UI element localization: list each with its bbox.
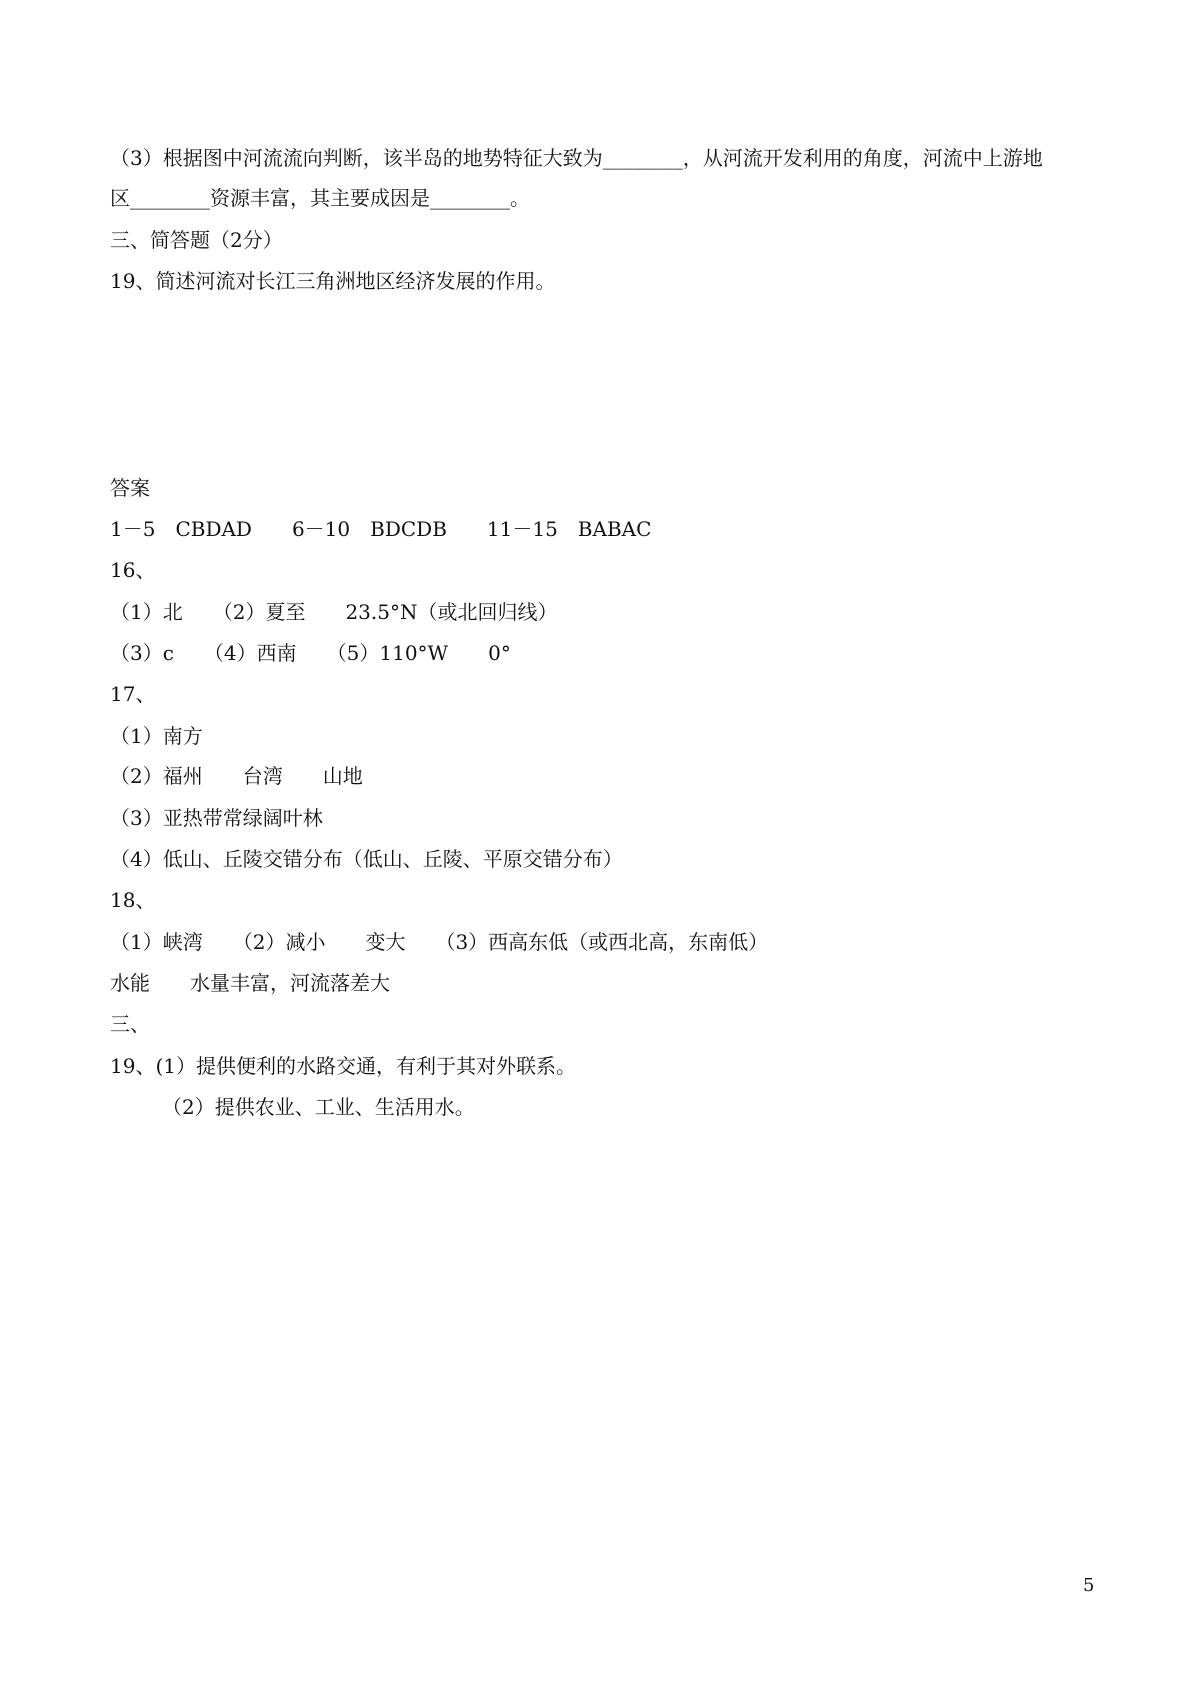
- answer-16-line-1: （1）北 （2）夏至 23.5°N（或北回归线）: [110, 600, 558, 624]
- answer-16-line-2: （3）c （4）西南 （5）110°W 0°: [110, 641, 511, 665]
- question-19: 19、简述河流对长江三角洲地区经济发展的作用。: [110, 269, 556, 293]
- question-3-line-1: （3）根据图中河流流向判断，该半岛的地势特征大致为________，从河流开发利用的角度，河流中上游地: [110, 146, 1043, 170]
- answer-19-line-1: 19、(1）提供便利的水路交通，有利于其对外联系。: [110, 1054, 576, 1078]
- answer-18-label: 18、: [110, 888, 156, 912]
- answers-title: 答案: [110, 476, 150, 500]
- answer-19-line-2: （2）提供农业、工业、生活用水。: [162, 1095, 475, 1119]
- answer-16-label: 16、: [110, 558, 156, 582]
- answers-multiple-choice: 1－5 CBDAD 6－10 BDCDB 11－15 BABAC: [110, 517, 652, 541]
- page-number: 5: [1083, 1575, 1095, 1596]
- section-3-heading: 三、简答题（2分）: [110, 228, 283, 252]
- answer-17-label: 17、: [110, 682, 156, 706]
- answer-17-line-4: （4）低山、丘陵交错分布（低山、丘陵、平原交错分布）: [110, 847, 623, 871]
- answer-18-line-1: （1）峡湾 （2）减小 变大 （3）西高东低（或西北高，东南低）: [110, 930, 769, 954]
- answer-17-line-3: （3）亚热带常绿阔叶林: [110, 806, 323, 830]
- answer-section-3-label: 三、: [110, 1012, 150, 1036]
- answer-18-line-2: 水能 水量丰富，河流落差大: [110, 971, 390, 995]
- answer-17-line-1: （1）南方: [110, 724, 203, 748]
- answer-17-line-2: （2）福州 台湾 山地: [110, 764, 363, 788]
- question-3-line-2: 区________资源丰富，其主要成因是________。: [110, 186, 530, 210]
